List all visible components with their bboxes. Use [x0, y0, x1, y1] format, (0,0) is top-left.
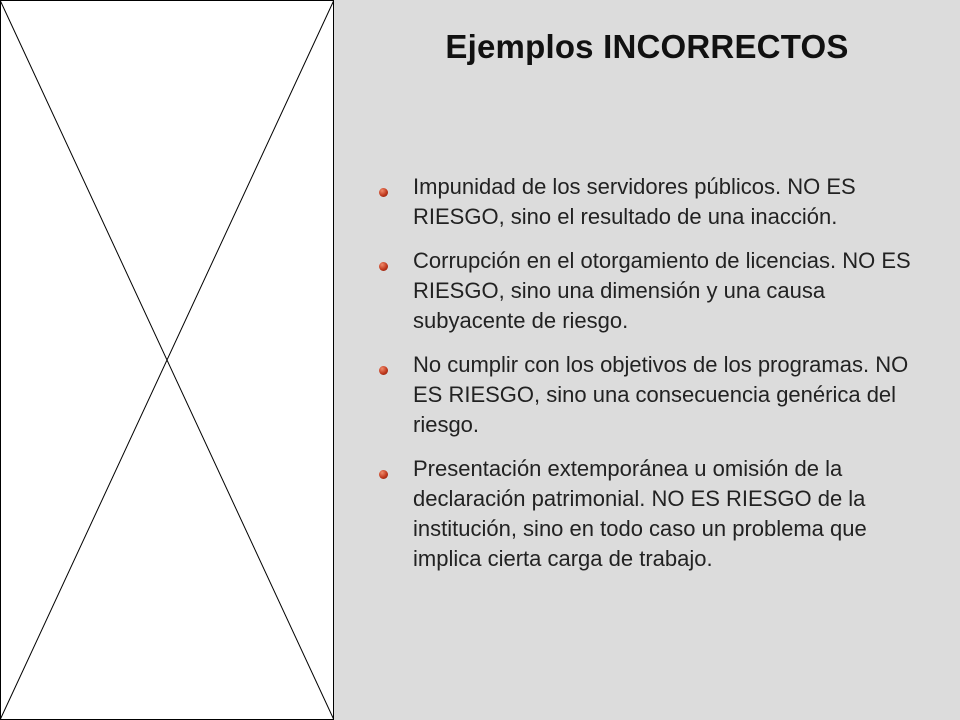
list-item — [376, 172, 936, 232]
list-item — [376, 454, 936, 574]
list-item-text: Corrupción en el otorgamiento de licencias. NO ES RIESGO, sino una dimensión y una causa subyacente de riesgo. — [413, 248, 911, 333]
image-placeholder-cross — [0, 0, 334, 720]
list-item-text: Impunidad de los servidores públicos. NO ES RIESGO, sino el resultado de una inacción. — [413, 174, 856, 229]
bullet-list — [376, 172, 936, 588]
bullet-icon — [379, 262, 388, 271]
bullet-icon — [379, 188, 388, 197]
page-title: Ejemplos INCORRECTOS — [445, 28, 849, 65]
image-placeholder — [0, 0, 334, 720]
list-item — [376, 350, 936, 440]
bullet-icon — [379, 366, 388, 375]
bullet-icon — [379, 470, 388, 479]
list-item-text: No cumplir con los objetivos de los programas. NO ES RIESGO, sino una consecuencia genérica del riesgo. — [413, 352, 909, 437]
list-item-text: Presentación extemporánea u omisión de la declaración patrimonial. NO ES RIESGO de la institución, sino en todo caso un problema que implica cierta carga de trabajo. — [413, 456, 867, 571]
list-item — [376, 246, 936, 336]
